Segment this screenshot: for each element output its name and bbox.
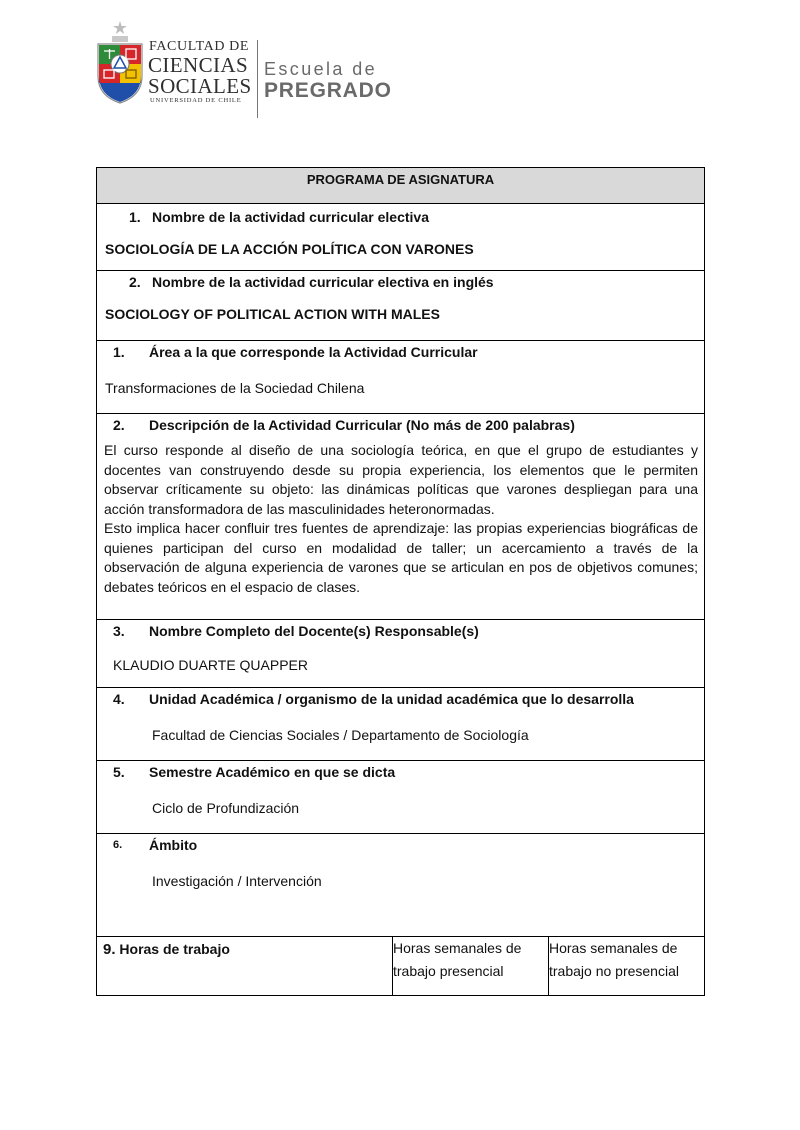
form-title: PROGRAMA DE ASIGNATURA bbox=[306, 172, 495, 187]
hours-no-presencial-line-2: trabajo no presencial bbox=[549, 963, 679, 979]
section-5-heading bbox=[97, 620, 704, 642]
school-line-2: PREGRADO bbox=[264, 79, 392, 102]
program-form-table bbox=[96, 167, 705, 996]
faculty-line-4: UNIVERSIDAD DE CHILE bbox=[150, 97, 242, 104]
section-7-cell bbox=[97, 761, 705, 834]
section-number: 6. bbox=[113, 839, 123, 851]
section-label: Unidad Académica / organismo de la unidad académica que lo desarrolla bbox=[149, 691, 634, 707]
section-6-heading bbox=[97, 688, 704, 710]
section-5-cell bbox=[97, 620, 705, 688]
section-7-value: Ciclo de Profundización bbox=[152, 800, 300, 816]
section-number: 2. bbox=[129, 274, 141, 290]
section-8-heading bbox=[97, 834, 704, 856]
section-7-heading bbox=[97, 761, 704, 783]
header-divider bbox=[257, 40, 258, 118]
section-row bbox=[97, 834, 705, 937]
section-number: 9. bbox=[103, 941, 116, 958]
faculty-name bbox=[148, 40, 252, 105]
hours-no-presencial-line-1: Horas semanales de bbox=[549, 940, 678, 956]
section-2-heading bbox=[97, 271, 704, 293]
section-8-cell bbox=[97, 834, 705, 937]
section-6-cell bbox=[97, 688, 705, 761]
section-label: Semestre Académico en que se dicta bbox=[149, 764, 396, 780]
section-3-value: Transformaciones de la Sociedad Chilena bbox=[105, 380, 365, 396]
section-row bbox=[97, 341, 705, 414]
section-2-cell bbox=[97, 271, 705, 341]
section-label: Nombre de la actividad curricular electiva en inglés bbox=[152, 274, 494, 290]
section-row bbox=[97, 204, 705, 271]
section-row bbox=[97, 620, 705, 688]
hours-heading bbox=[97, 937, 392, 962]
section-4-heading bbox=[97, 414, 704, 436]
section-label: Área a la que corresponde la Actividad Curricular bbox=[149, 344, 478, 360]
section-row bbox=[97, 414, 705, 620]
section-8-value: Investigación / Intervención bbox=[152, 873, 322, 889]
section-row bbox=[97, 271, 705, 341]
section-1-value: SOCIOLOGÍA DE LA ACCIÓN POLÍTICA CON VARONES bbox=[105, 241, 474, 257]
section-3-cell bbox=[97, 341, 705, 414]
section-row bbox=[97, 688, 705, 761]
hours-label-cell bbox=[97, 937, 393, 996]
title-row bbox=[97, 168, 705, 204]
university-crest-logo bbox=[96, 18, 144, 104]
description-paragraph-1: El curso responde al diseño de una sociología teórica, en que el grupo de estudiantes y docentes van construyendo desde su propia experiencia, los elementos que le permiten observar críticamente su objeto: las dinámicas políticas que varones despliegan para una acción transformadora de las masculinidades heteronormadas. bbox=[104, 442, 698, 517]
description-paragraph-2: Esto implica hacer confluir tres fuentes de aprendizaje: las propias experiencias biográficas de quienes participan del curso en modalidad de taller; un acercamiento a través de la observación de alguna experiencia de varones que se articulan en pos de objetivos comunes; debates teóricos en el espacio de clases. bbox=[104, 520, 698, 595]
school-name bbox=[264, 60, 392, 101]
section-label: Nombre de la actividad curricular electiva bbox=[152, 209, 430, 225]
section-number: 2. bbox=[113, 417, 125, 433]
section-label: Ámbito bbox=[149, 837, 198, 853]
hours-presencial-cell bbox=[393, 937, 549, 996]
section-label: Descripción de la Actividad Curricular (No más de 200 palabras) bbox=[149, 417, 575, 433]
hours-presencial-line-2: trabajo presencial bbox=[393, 963, 504, 979]
section-row bbox=[97, 761, 705, 834]
hours-label: Horas de trabajo bbox=[119, 941, 230, 957]
hours-row bbox=[97, 937, 705, 996]
hours-presencial-line-1: Horas semanales de bbox=[393, 940, 522, 956]
form-title-cell bbox=[97, 168, 705, 204]
faculty-line-3: SOCIALES bbox=[148, 74, 252, 98]
section-label: Nombre Completo del Docente(s) Responsable(s) bbox=[149, 623, 479, 639]
section-number: 4. bbox=[113, 691, 125, 707]
section-number: 1. bbox=[129, 209, 141, 225]
school-line-1: Escuela de bbox=[264, 59, 378, 79]
section-1-heading bbox=[97, 206, 704, 228]
section-number: 5. bbox=[113, 764, 125, 780]
section-4-cell bbox=[97, 414, 705, 620]
faculty-line-2: CIENCIAS bbox=[148, 53, 249, 77]
hours-no-presencial-cell bbox=[549, 937, 705, 996]
section-number: 1. bbox=[113, 344, 125, 360]
section-number: 3. bbox=[113, 623, 125, 639]
section-6-value: Facultad de Ciencias Sociales / Departamento de Sociología bbox=[152, 727, 529, 743]
section-3-heading bbox=[97, 341, 704, 363]
section-2-value: SOCIOLOGY OF POLITICAL ACTION WITH MALES bbox=[105, 306, 440, 322]
section-1-cell bbox=[97, 204, 705, 271]
faculty-line-1: FACULTAD DE bbox=[149, 39, 249, 54]
section-5-value: KLAUDIO DUARTE QUAPPER bbox=[113, 657, 309, 673]
